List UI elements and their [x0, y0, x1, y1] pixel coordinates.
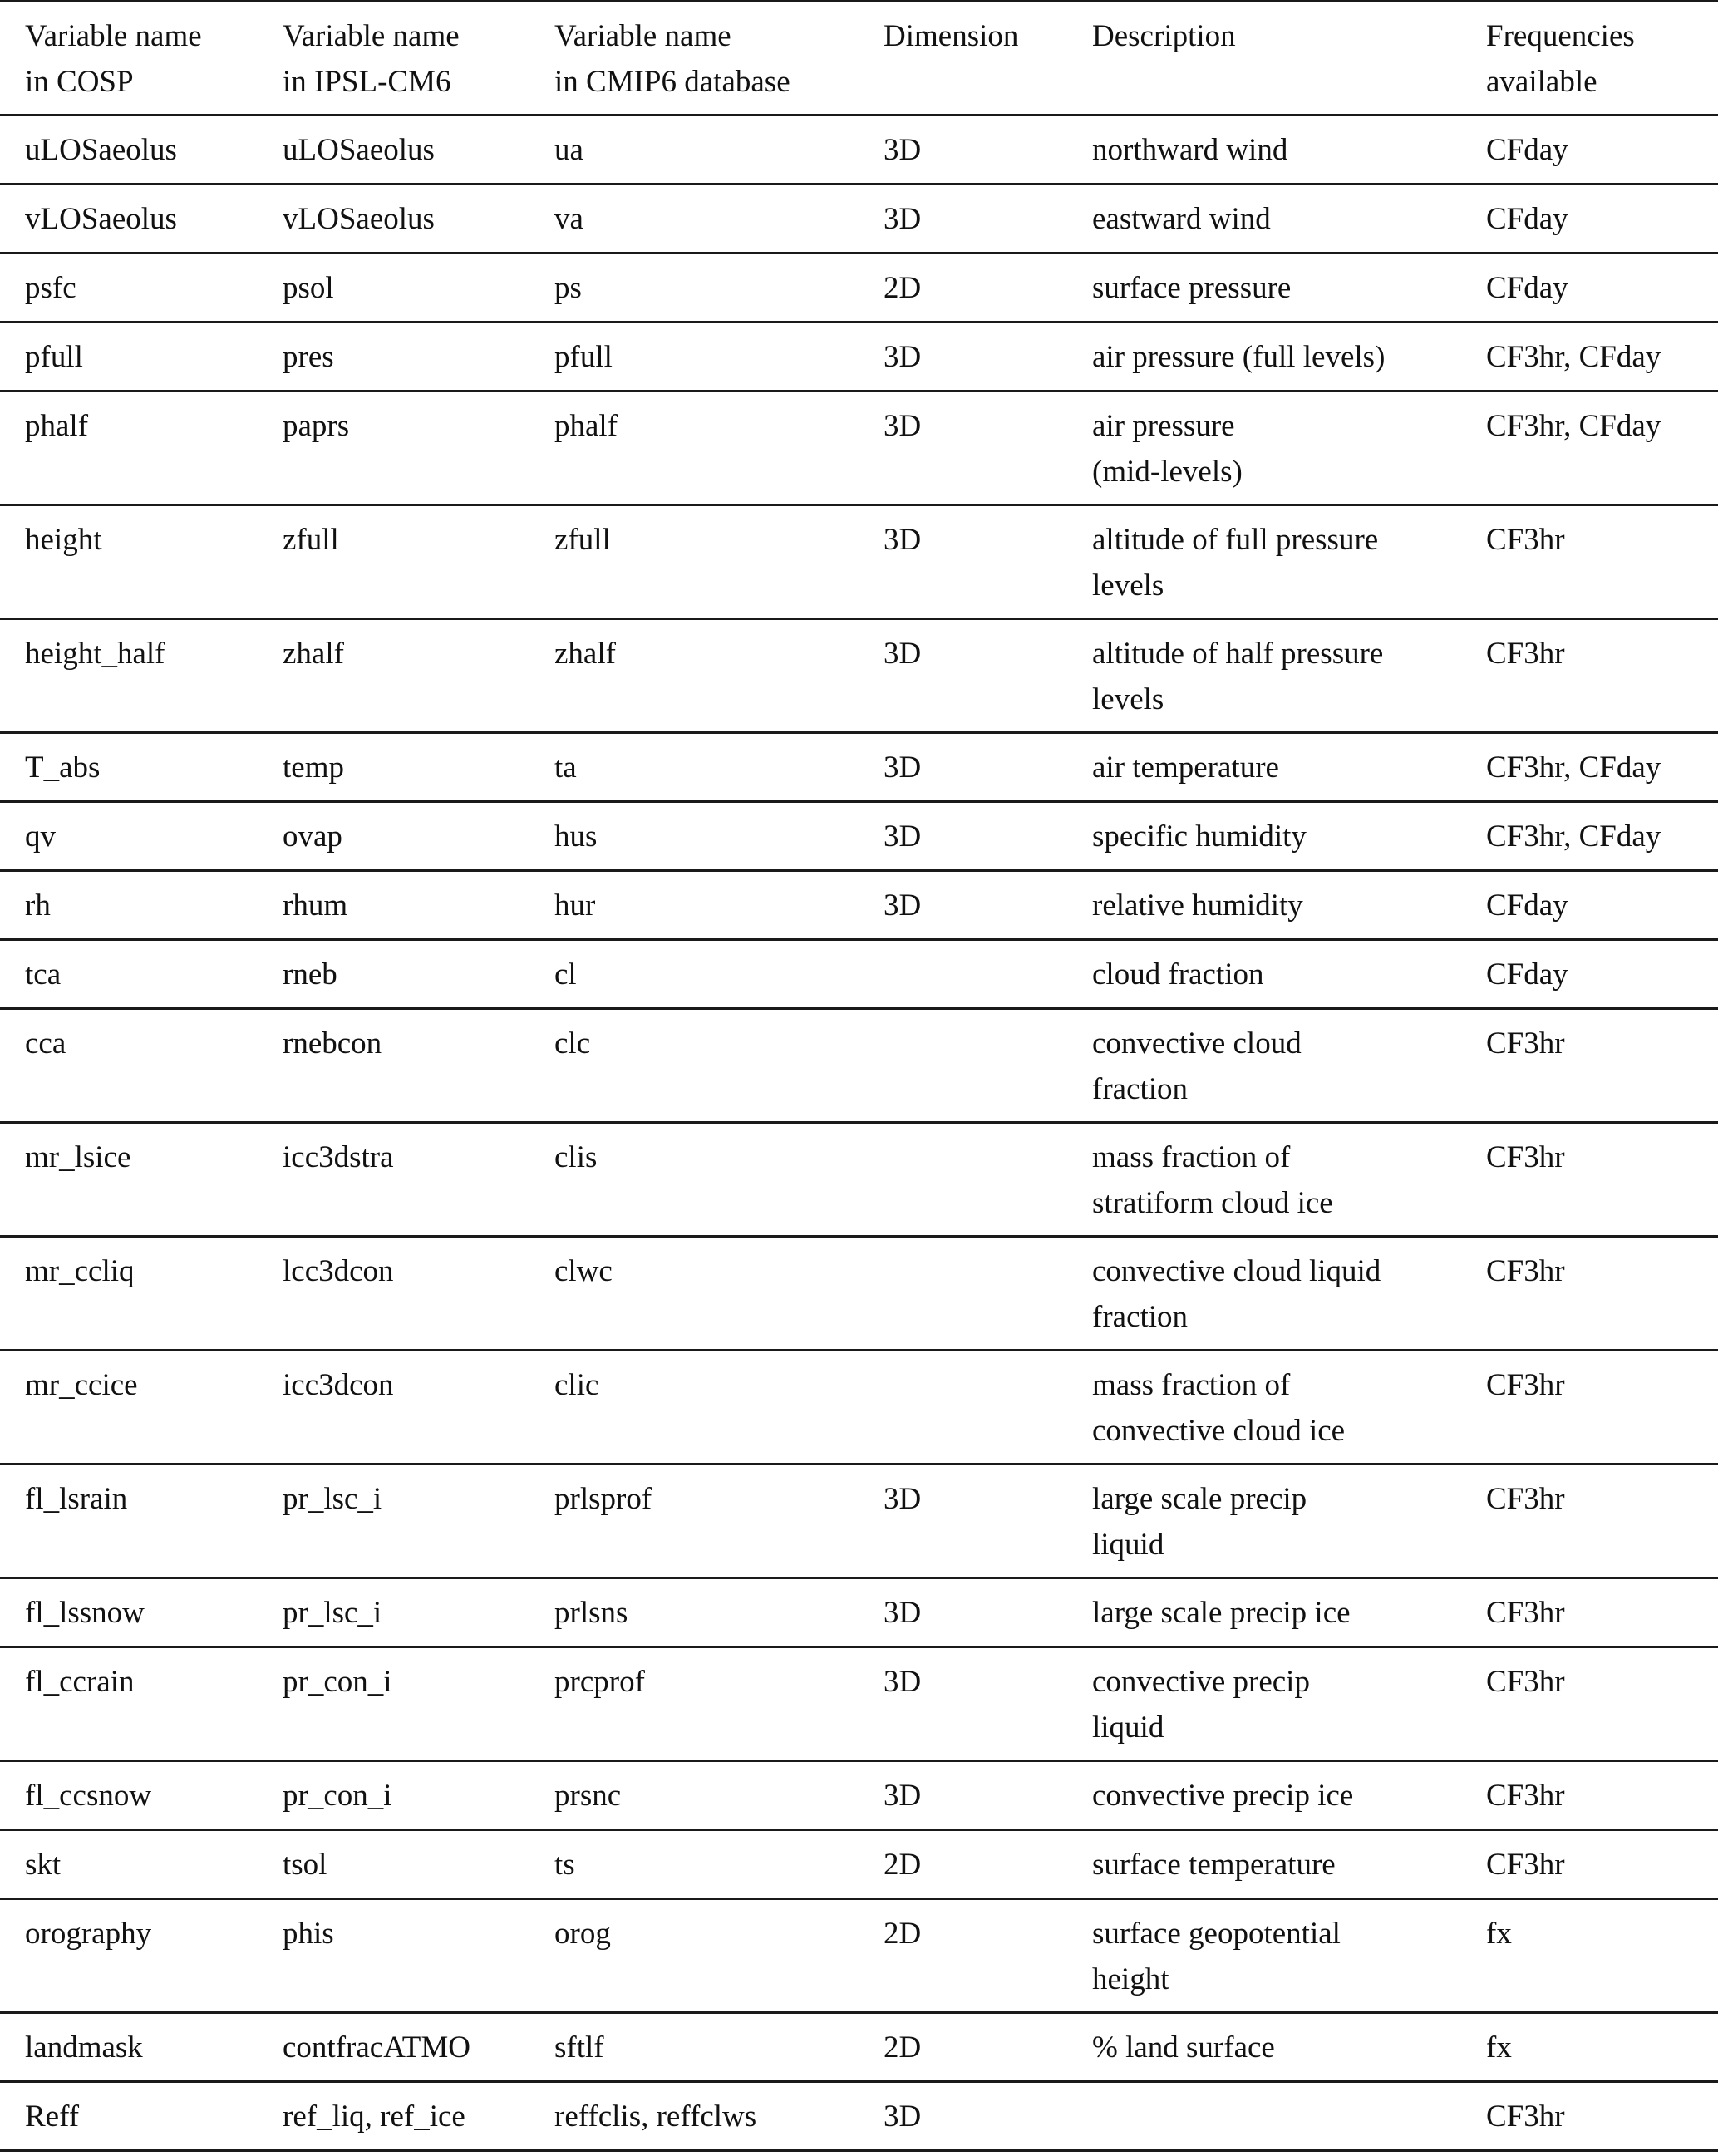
cell-ipsl-name: icc3dcon — [283, 1368, 394, 1402]
cell-cmip6-name: orog — [554, 1917, 611, 1951]
cell-cmip6-name: clwc — [554, 1254, 613, 1288]
header-line: in COSP — [25, 65, 134, 99]
cell-frequencies: CF3hr, CFday — [1486, 340, 1661, 374]
cell-description — [1067, 2013, 1461, 2082]
cell-frequencies: CF3hr — [1486, 1596, 1565, 1630]
description-line: air pressure (full levels) — [1092, 340, 1386, 374]
cell-cosp-name: pfull — [25, 340, 83, 374]
description-line: mass fraction of — [1092, 1368, 1291, 1402]
cell-ipsl-name: ovap — [283, 820, 342, 854]
header-line: in IPSL-CM6 — [283, 65, 451, 99]
cell-description — [1067, 1578, 1461, 1647]
cell-cosp-name: orography — [25, 1917, 152, 1951]
header-line: Frequencies — [1486, 19, 1635, 53]
cell-dimension: 3D — [884, 202, 922, 236]
table-row — [0, 1647, 1718, 1761]
cell-dimension: 3D — [884, 1665, 922, 1699]
cell-ipsl-name: rnebcon — [283, 1026, 382, 1061]
description-line: convective cloud ice — [1092, 1414, 1346, 1448]
cell-description — [1067, 619, 1461, 733]
description-line: convective precip ice — [1092, 1779, 1354, 1813]
cell-cmip6-name: zfull — [554, 523, 611, 557]
description-line: surface pressure — [1092, 271, 1292, 305]
description-line: large scale precip ice — [1092, 1596, 1351, 1630]
cell-dimension: 3D — [884, 523, 922, 557]
cell-description — [1067, 1899, 1461, 2013]
cell-dimension: 2D — [884, 271, 922, 305]
cell-frequencies: fx — [1486, 1917, 1512, 1951]
cell-cmip6-name: va — [554, 202, 583, 236]
cell-ipsl-name: uLOSaeolus — [283, 133, 435, 167]
cell-ipsl-name: phis — [283, 1917, 334, 1951]
description-line: stratiform cloud ice — [1092, 1186, 1333, 1220]
cell-cosp-name: mr_ccice — [25, 1368, 138, 1402]
header-line: available — [1486, 65, 1597, 99]
header-line: Description — [1092, 19, 1236, 53]
cell-dimension: 3D — [884, 888, 922, 923]
cell-frequencies: CFday — [1486, 957, 1568, 992]
table-row — [0, 1351, 1718, 1464]
cell-frequencies: CF3hr — [1486, 523, 1565, 557]
table-row — [0, 940, 1718, 1009]
table-header — [0, 2, 1718, 116]
header-cmip6 — [529, 2, 859, 116]
cell-cmip6-name: phalf — [554, 409, 618, 443]
cell-description — [1067, 185, 1461, 254]
cell-description — [1067, 322, 1461, 391]
cell-dimension: 2D — [884, 1848, 922, 1882]
table-row — [0, 871, 1718, 940]
cell-frequencies: CFday — [1486, 271, 1568, 305]
cell-cosp-name: fl_lsrain — [25, 1482, 128, 1516]
table-row — [0, 802, 1718, 871]
header-cosp — [0, 2, 258, 116]
description-line: convective cloud — [1092, 1026, 1302, 1061]
header-dimension — [859, 2, 1067, 116]
cell-dimension: 3D — [884, 751, 922, 785]
table-row — [0, 1123, 1718, 1237]
cell-dimension — [859, 940, 1067, 1009]
cell-frequencies: CF3hr — [1486, 1254, 1565, 1288]
description-line: surface temperature — [1092, 1848, 1336, 1882]
cell-dimension: 2D — [884, 1917, 922, 1951]
table-row — [0, 1761, 1718, 1830]
cell-ipsl-name: zfull — [283, 523, 339, 557]
cell-description — [1067, 1123, 1461, 1237]
header-description — [1067, 2, 1461, 116]
cell-cmip6-name: clis — [554, 1140, 598, 1174]
description-line: convective cloud liquid — [1092, 1254, 1381, 1288]
cell-ipsl-name: rneb — [283, 957, 337, 992]
cell-cmip6-name: hus — [554, 820, 598, 854]
table-row — [0, 1464, 1718, 1578]
table-row — [0, 116, 1718, 185]
table-row — [0, 1009, 1718, 1123]
description-line: mass fraction of — [1092, 1140, 1291, 1174]
cell-cosp-name: fl_ccsnow — [25, 1779, 152, 1813]
cell-cmip6-name: clic — [554, 1368, 599, 1402]
cell-frequencies: CF3hr, CFday — [1486, 409, 1661, 443]
description-line: large scale precip — [1092, 1482, 1307, 1516]
cell-dimension: 3D — [884, 1596, 922, 1630]
cell-frequencies: CF3hr, CFday — [1486, 820, 1661, 854]
table-row — [0, 1237, 1718, 1351]
cell-cmip6-name: prcprof — [554, 1665, 645, 1699]
description-line: altitude of half pressure — [1092, 637, 1384, 671]
cell-cmip6-name: clc — [554, 1026, 591, 1061]
cell-ipsl-name: contfracATMO — [283, 2030, 471, 2065]
cell-dimension — [859, 1123, 1067, 1237]
description-line: eastward wind — [1092, 202, 1271, 236]
cell-ipsl-name: temp — [283, 751, 344, 785]
cell-description — [1067, 1351, 1461, 1464]
description-line: air temperature — [1092, 751, 1279, 785]
cell-ipsl-name: zhalf — [283, 637, 344, 671]
cell-cmip6-name: prsnc — [554, 1779, 622, 1813]
table-row — [0, 505, 1718, 619]
cell-ipsl-name: rhum — [283, 888, 348, 923]
description-line: (mid-levels) — [1092, 455, 1243, 489]
cell-frequencies: CF3hr — [1486, 1665, 1565, 1699]
cell-description — [1067, 254, 1461, 322]
cell-description — [1067, 940, 1461, 1009]
table-row — [0, 322, 1718, 391]
table-row — [0, 2013, 1718, 2082]
cell-frequencies: CF3hr — [1486, 2099, 1565, 2134]
cell-cmip6-name: ts — [554, 1848, 575, 1882]
header-row — [0, 2, 1718, 116]
cell-dimension — [859, 1237, 1067, 1351]
cell-description — [1067, 391, 1461, 505]
cell-dimension: 2D — [884, 2030, 922, 2065]
description-line: specific humidity — [1092, 820, 1307, 854]
cell-ipsl-name: vLOSaeolus — [283, 202, 435, 236]
cell-cosp-name: skt — [25, 1848, 62, 1882]
cell-frequencies: CF3hr — [1486, 1848, 1565, 1882]
table-body — [0, 116, 1718, 2151]
cell-frequencies: CF3hr — [1486, 637, 1565, 671]
cell-dimension: 3D — [884, 409, 922, 443]
description-line: liquid — [1092, 1711, 1164, 1745]
cell-description — [1067, 1761, 1461, 1830]
cell-frequencies: fx — [1486, 2030, 1512, 2065]
cell-ipsl-name: lcc3dcon — [283, 1254, 394, 1288]
description-line: surface geopotential — [1092, 1917, 1341, 1951]
cell-cosp-name: mr_lsice — [25, 1140, 131, 1174]
cell-frequencies: CF3hr — [1486, 1368, 1565, 1402]
cell-cmip6-name: reffclis, reffclws — [554, 2099, 757, 2134]
cell-dimension: 3D — [884, 340, 922, 374]
header-line: Variable name — [283, 19, 460, 53]
cell-frequencies: CF3hr — [1486, 1779, 1565, 1813]
cell-frequencies: CFday — [1486, 133, 1568, 167]
cell-description — [1067, 1830, 1461, 1899]
cell-dimension: 3D — [884, 2099, 922, 2134]
cell-cmip6-name: ps — [554, 271, 582, 305]
cell-cmip6-name: zhalf — [554, 637, 616, 671]
description-line: convective precip — [1092, 1665, 1310, 1699]
cell-cosp-name: tca — [25, 957, 62, 992]
description-line: relative humidity — [1092, 888, 1303, 923]
cell-cosp-name: fl_ccrain — [25, 1665, 135, 1699]
cell-description — [1067, 802, 1461, 871]
description-line: levels — [1092, 682, 1164, 716]
cell-cmip6-name: cl — [554, 957, 577, 992]
table-row — [0, 1830, 1718, 1899]
cell-cmip6-name: prlsns — [554, 1596, 628, 1630]
cell-cosp-name: height — [25, 523, 102, 557]
cell-frequencies: CFday — [1486, 888, 1568, 923]
header-line: Variable name — [25, 19, 202, 53]
cell-description — [1067, 1647, 1461, 1761]
description-line: cloud fraction — [1092, 957, 1264, 992]
description-line: fraction — [1092, 1072, 1189, 1106]
cell-description — [1067, 733, 1461, 802]
description-line: liquid — [1092, 1528, 1164, 1562]
cell-cosp-name: Reff — [25, 2099, 80, 2134]
table-row — [0, 619, 1718, 733]
cell-cmip6-name: pfull — [554, 340, 613, 374]
cell-description — [1067, 871, 1461, 940]
cell-dimension — [859, 1009, 1067, 1123]
description-line: northward wind — [1092, 133, 1288, 167]
cell-dimension: 3D — [884, 133, 922, 167]
cell-ipsl-name: tsol — [283, 1848, 327, 1882]
table-row — [0, 391, 1718, 505]
cell-cosp-name: fl_lssnow — [25, 1596, 145, 1630]
cell-ipsl-name: pr_lsc_i — [283, 1482, 382, 1516]
table-row — [0, 733, 1718, 802]
cell-description — [1067, 116, 1461, 185]
cell-description — [1067, 1464, 1461, 1578]
cell-frequencies: CFday — [1486, 202, 1568, 236]
table-row — [0, 1578, 1718, 1647]
cell-description — [1067, 505, 1461, 619]
cell-description — [1067, 1009, 1461, 1123]
description-line: % land surface — [1092, 2030, 1275, 2065]
cell-cmip6-name: hur — [554, 888, 596, 923]
header-line: Dimension — [884, 19, 1019, 53]
cell-cosp-name: mr_ccliq — [25, 1254, 135, 1288]
cell-frequencies: CF3hr — [1486, 1026, 1565, 1061]
description-line: levels — [1092, 569, 1164, 603]
cell-dimension: 3D — [884, 1779, 922, 1813]
cell-cosp-name: phalf — [25, 409, 89, 443]
description-line: fraction — [1092, 1300, 1189, 1334]
cell-cmip6-name: ua — [554, 133, 583, 167]
cell-dimension — [859, 1351, 1067, 1464]
cell-ipsl-name: pr_con_i — [283, 1665, 392, 1699]
cell-ipsl-name: icc3dstra — [283, 1140, 394, 1174]
cell-cosp-name: T_abs — [25, 751, 101, 785]
cell-frequencies: CF3hr — [1486, 1482, 1565, 1516]
header-line: in CMIP6 database — [554, 65, 790, 99]
header-ipsl — [258, 2, 529, 116]
cell-cosp-name: uLOSaeolus — [25, 133, 177, 167]
description-line: altitude of full pressure — [1092, 523, 1379, 557]
cell-cosp-name: height_half — [25, 637, 165, 671]
cell-dimension: 3D — [884, 820, 922, 854]
cell-cosp-name: cca — [25, 1026, 66, 1061]
header-frequencies — [1461, 2, 1718, 116]
table-row — [0, 1899, 1718, 2013]
cell-ipsl-name: pres — [283, 340, 334, 374]
cell-ipsl-name: psol — [283, 271, 334, 305]
table-row — [0, 254, 1718, 322]
cell-ipsl-name: paprs — [283, 409, 350, 443]
cell-description — [1067, 1237, 1461, 1351]
cell-cosp-name: rh — [25, 888, 51, 923]
cell-frequencies: CF3hr, CFday — [1486, 751, 1661, 785]
cell-cosp-name: vLOSaeolus — [25, 202, 177, 236]
description-line: air pressure — [1092, 409, 1235, 443]
cell-dimension: 3D — [884, 1482, 922, 1516]
cell-description — [1067, 2082, 1461, 2151]
header-line: Variable name — [554, 19, 731, 53]
cell-cmip6-name: prlsprof — [554, 1482, 652, 1516]
cell-ipsl-name: pr_lsc_i — [283, 1596, 382, 1630]
cell-cmip6-name: ta — [554, 751, 577, 785]
cell-cosp-name: landmask — [25, 2030, 143, 2065]
cell-frequencies: CF3hr — [1486, 1140, 1565, 1174]
table-row — [0, 185, 1718, 254]
cell-cmip6-name: sftlf — [554, 2030, 604, 2065]
cell-cosp-name: qv — [25, 820, 56, 854]
cell-dimension: 3D — [884, 637, 922, 671]
table-row — [0, 2082, 1718, 2151]
cell-cosp-name: psfc — [25, 271, 76, 305]
description-line: height — [1092, 1962, 1169, 1996]
cell-ipsl-name: pr_con_i — [283, 1779, 392, 1813]
cell-ipsl-name: ref_liq, ref_ice — [283, 2099, 465, 2134]
